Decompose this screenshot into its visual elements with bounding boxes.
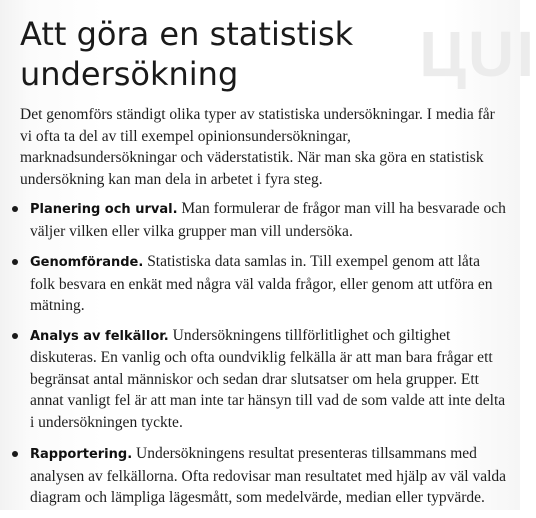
step-term: Analys av felkällor. — [30, 328, 169, 344]
steps-list — [8, 198, 508, 518]
step-text: Statistiska data samlas in. Till exempel genom att låta folk besvara en enkät med några väl valda frågor, eller genom att utföra en mätning. — [30, 253, 493, 314]
step-text: Undersökningens resultat presenteras tillsammans med analysen av felkällorna. Ofta redovisar man resultatet med hjälp av väl valda diagram och lämpliga lägesmått, som medelvärde, median eller typvärde. — [30, 445, 507, 506]
bullet-dot-icon — [12, 206, 18, 212]
list-item-analysis — [8, 325, 508, 434]
intro-paragraph: Det genomförs ständigt olika typer av statistiska undersökningar. I media får vi ofta ta del av till exempel opinionsundersökningar, marknadsundersökningar och väderstatistik. När man ska göra en statistisk undersökning kan man dela in arbetet i fyra steg. — [20, 106, 495, 188]
step-term: Rapportering. — [30, 447, 133, 462]
step-term: Planering och urval. — [30, 202, 178, 217]
step-text: Undersökningens tillförlitlighet och giltighet diskuteras. En vanlig och ofta oundviklig felkälla är att man bara frågar ett begränsat antal människor och sedan drar slutsatser om hela grupper. Ett annat vanligt fel är att man inte tar hänsyn till vad de som valde att inte delta i undersökningen tyckte. — [30, 326, 506, 431]
background-watermark: ЦUI — [419, 18, 536, 90]
bullet-dot-icon — [12, 451, 18, 457]
step-text: Man formulerar de frågor man vill ha besvarade och väljer vilken eller vilka grupper man vill undersöka. — [30, 200, 506, 240]
list-item-planning — [8, 198, 508, 242]
bullet-dot-icon — [12, 333, 18, 339]
step-term: Genomförande. — [30, 255, 144, 270]
page-title: Att göra en statistisk undersökning — [20, 15, 354, 93]
list-item-execution — [8, 251, 508, 317]
list-item-reporting — [8, 443, 508, 509]
bullet-dot-icon — [12, 259, 18, 265]
